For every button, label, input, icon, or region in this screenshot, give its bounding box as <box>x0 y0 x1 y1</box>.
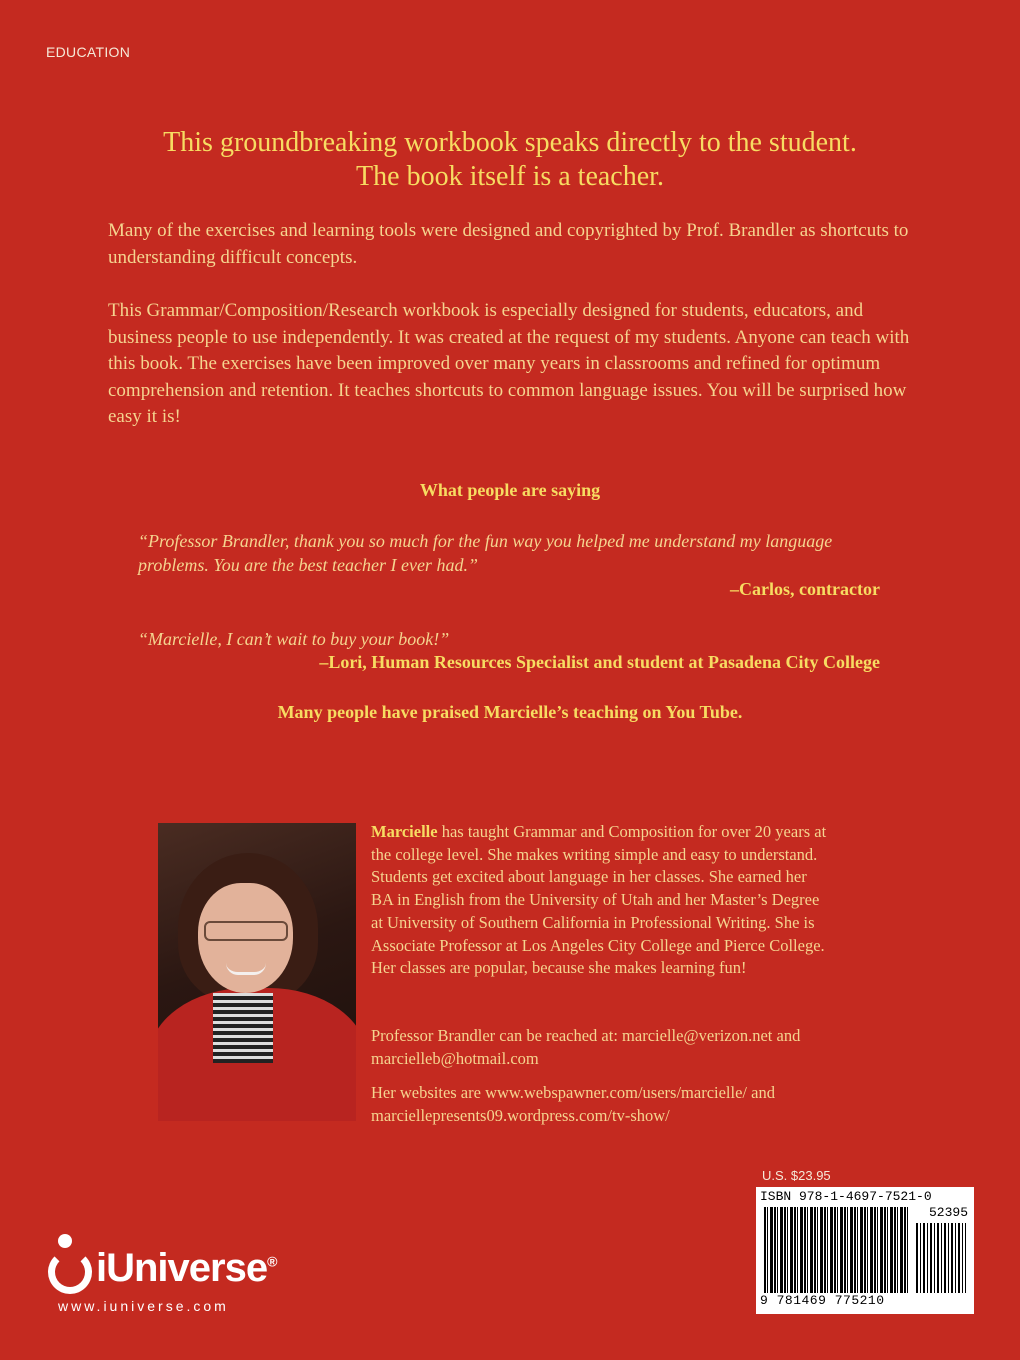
author-websites: Her websites are www.webspawner.com/users/marcielle/ and marciellepresents09.wordpress.com/tv-show/ <box>371 1083 775 1125</box>
category-label: EDUCATION <box>46 44 131 60</box>
author-bio-text: has taught Grammar and Composition for over 20 years at the college level. She makes writing simple and easy to understand. Students get excited about language in her classes. She earned her BA in English from the University of Utah and her Master’s Degree at University of Southern California in Professional Writing. She is Associate Professor at Los Angeles City College and Pierce College. Her classes are popular, because she makes learning fun! <box>371 822 827 978</box>
testimonial-author-2: –Lori, Human Resources Specialist and student at Pasadena City College <box>319 652 880 672</box>
author-bio <box>371 821 831 980</box>
testimonial-quote-1: “Professor Brandler, thank you so much for the fun way you helped me understand my language problems. You are the best teacher I ever had.” <box>138 531 833 575</box>
testimonial-quote-2: “Marcielle, I can’t wait to buy your book!” <box>138 629 450 649</box>
logo-swoosh-icon <box>48 1250 92 1294</box>
author-name: Marcielle <box>371 822 438 841</box>
publisher-logo <box>44 1232 304 1322</box>
publisher-name: iUniverse® <box>96 1246 277 1290</box>
headline-line-1: This groundbreaking workbook speaks directly to the student. <box>163 127 857 158</box>
barcode-bars <box>764 1207 910 1293</box>
praise-line: Many people have praised Marcielle’s teaching on You Tube. <box>277 702 743 722</box>
barcode-addon-bars <box>916 1223 966 1293</box>
description-paragraph: This Grammar/Composition/Research workbook is especially designed for students, educators, and business people to use independently. It was created at the request of my students. Anyone can teach with this book. The exercises have been improved over many years in classrooms and refined for optimum comprehension and retention. It teaches shortcuts to common language issues. You will be surprised how easy it is! <box>108 300 910 427</box>
barcode-digits: 9 781469 775210 <box>760 1293 885 1308</box>
testimonial-author-1: –Carlos, contractor <box>730 579 880 599</box>
testimonials-title: What people are saying <box>419 480 601 500</box>
author-photo <box>158 823 356 1121</box>
publisher-url: www.iuniverse.com <box>58 1298 229 1314</box>
headline-line-2: The book itself is a teacher. <box>356 161 664 192</box>
headline <box>0 126 1020 194</box>
author-contact: Professor Brandler can be reached at: marcielle@verizon.net and marcielleb@hotmail.com <box>371 1026 801 1068</box>
logo-dot-icon <box>58 1234 72 1248</box>
price-label: U.S. $23.95 <box>762 1168 831 1183</box>
barcode <box>756 1187 974 1314</box>
price-code: 52395 <box>928 1205 968 1220</box>
isbn-text: ISBN 978-1-4697-7521-0 <box>760 1189 932 1204</box>
intro-paragraph: Many of the exercises and learning tools were designed and copyrighted by Prof. Brandler as shortcuts to understanding difficult concepts. <box>108 220 909 268</box>
